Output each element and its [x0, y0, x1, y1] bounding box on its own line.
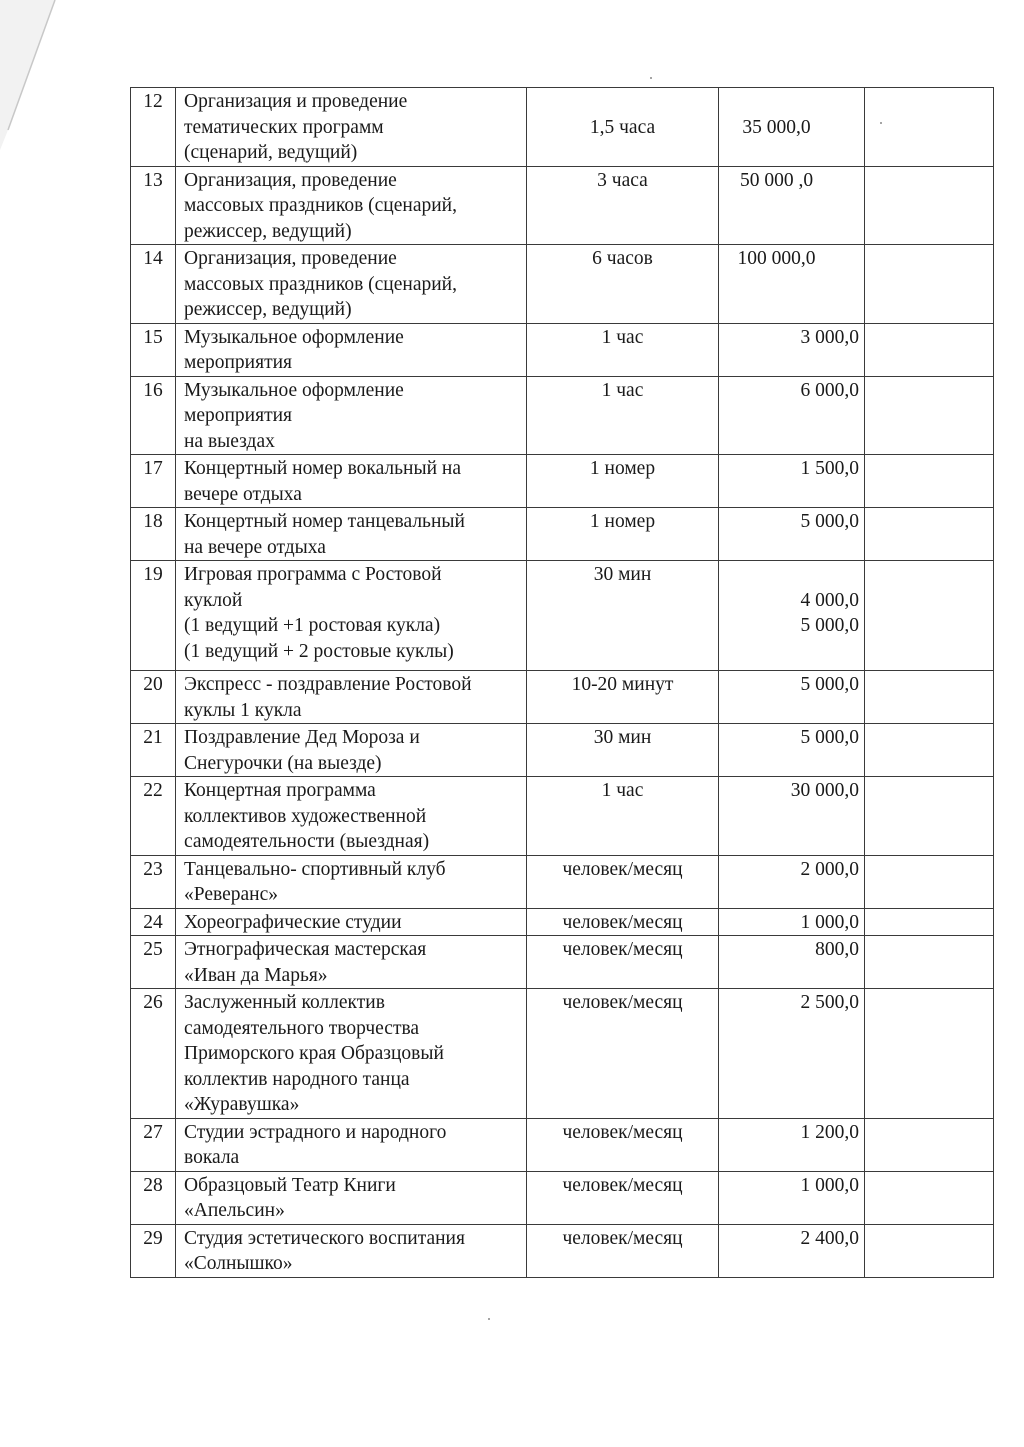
empty-cell	[865, 455, 994, 508]
row-number: 15	[131, 323, 176, 376]
scan-speck	[880, 122, 882, 124]
row-number: 24	[131, 908, 176, 936]
empty-cell	[865, 88, 994, 167]
service-unit: человек/месяц	[562, 939, 683, 960]
row-number: 14	[131, 245, 176, 324]
service-unit: 3 часа	[597, 169, 648, 191]
page-fold-shadow	[0, 0, 60, 160]
empty-cell	[865, 245, 994, 324]
service-unit: человек/месяц	[562, 1121, 683, 1143]
table-row	[131, 989, 994, 1119]
service-name: Концертная программа коллективов художественной самодеятельности (выездная)	[184, 780, 430, 852]
row-number: 25	[131, 936, 176, 989]
row-number: 17	[131, 455, 176, 508]
empty-cell	[865, 1224, 994, 1277]
service-unit: человек/месяц	[562, 858, 683, 880]
row-number: 18	[131, 508, 176, 561]
table-row	[131, 908, 994, 936]
service-name: Этнографическая мастерская «Иван да Марья»	[184, 939, 427, 986]
service-name: Концертный номер вокальный на вечере отдыха	[184, 458, 461, 505]
service-name: Организация, проведение массовых праздников (сценарий, режиссер, ведущий)	[184, 169, 457, 242]
service-unit: 1,5 часа	[589, 116, 656, 138]
empty-cell	[865, 908, 994, 936]
table-row	[131, 671, 994, 724]
service-name: Образцовый Театр Книги «Апельсин»	[184, 1174, 396, 1221]
service-name: Поздравление Дед Мороза и Снегурочки (на выезде)	[184, 727, 420, 774]
table-row	[131, 724, 994, 777]
service-price: 800,0	[815, 939, 859, 960]
service-name: Экспресс - поздравление Ростовой куклы 1 кукла	[184, 674, 472, 721]
service-price: 1 000,0	[800, 911, 859, 933]
row-number: 23	[131, 855, 176, 908]
service-price: 2 400,0	[800, 1227, 859, 1249]
row-number: 13	[131, 166, 176, 245]
service-price: 100 000,0	[737, 248, 816, 269]
service-name: Заслуженный коллектив самодеятельного творчества Приморского края Образцовый коллектив народного танца «Журавушка»	[184, 992, 444, 1115]
table-row	[131, 1118, 994, 1171]
service-unit: человек/месяц	[562, 1227, 683, 1249]
service-unit: 30 мин	[593, 564, 652, 585]
service-price: 4 000,0 5 000,0	[800, 589, 859, 636]
empty-cell	[865, 376, 994, 455]
table-row	[131, 376, 994, 455]
table-row	[131, 508, 994, 561]
service-name: Игровая программа с Ростовой куклой (1 ведущий +1 ростовая кукла) (1 ведущий + 2 ростовые куклы)	[184, 564, 454, 662]
row-number: 26	[131, 989, 176, 1119]
scan-speck	[488, 1318, 490, 1320]
service-price: 3 000,0	[800, 326, 859, 348]
empty-cell	[865, 855, 994, 908]
service-price: 1 200,0	[800, 1121, 859, 1143]
service-price: 6 000,0	[800, 379, 859, 401]
service-name: Хореографические студии	[184, 911, 402, 933]
row-number: 20	[131, 671, 176, 724]
scan-speck	[650, 77, 652, 79]
table-row	[131, 936, 994, 989]
service-name: Музыкальное оформление мероприятия	[184, 326, 404, 373]
row-number: 16	[131, 376, 176, 455]
empty-cell	[865, 671, 994, 724]
service-unit: 6 часов	[592, 248, 653, 269]
service-unit: 1 час	[601, 780, 644, 801]
table-row	[131, 323, 994, 376]
service-unit: 1 час	[601, 379, 644, 401]
empty-cell	[865, 989, 994, 1119]
service-name: Студии эстрадного и народного вокала	[184, 1121, 447, 1168]
row-number: 21	[131, 724, 176, 777]
empty-cell	[865, 1118, 994, 1171]
service-name: Музыкальное оформление мероприятия на выездах	[184, 379, 404, 452]
service-unit: 30 мин	[593, 727, 652, 748]
service-unit: человек/месяц	[562, 911, 683, 933]
row-number: 29	[131, 1224, 176, 1277]
service-unit: человек/месяц	[562, 1174, 683, 1196]
row-number: 22	[131, 777, 176, 856]
service-price: 2 000,0	[800, 858, 859, 880]
row-number: 27	[131, 1118, 176, 1171]
table-row	[131, 777, 994, 856]
service-price: 35 000,0	[742, 116, 811, 138]
empty-cell	[865, 724, 994, 777]
service-price: 1 500,0	[800, 458, 859, 479]
service-unit: 1 час	[601, 326, 644, 348]
row-number: 28	[131, 1171, 176, 1224]
row-number: 19	[131, 561, 176, 671]
table-row	[131, 455, 994, 508]
service-price: 5 000,0	[800, 511, 859, 532]
table-row	[131, 88, 994, 167]
table-row	[131, 561, 994, 671]
service-price: 2 500,0	[800, 992, 859, 1013]
table-row	[131, 166, 994, 245]
price-table	[130, 87, 994, 1278]
service-name: Концертный номер танцевальный на вечере отдыха	[184, 511, 465, 558]
empty-cell	[865, 1171, 994, 1224]
empty-cell	[865, 777, 994, 856]
table-row	[131, 1171, 994, 1224]
service-price: 5 000,0	[800, 674, 859, 695]
service-price: 5 000,0	[800, 727, 859, 748]
service-price: 1 000,0	[800, 1174, 859, 1196]
service-unit: 1 номер	[589, 511, 656, 532]
service-name: Студия эстетического воспитания «Солнышко»	[184, 1227, 465, 1274]
empty-cell	[865, 936, 994, 989]
table-row	[131, 1224, 994, 1277]
row-number: 12	[131, 88, 176, 167]
table-row	[131, 855, 994, 908]
service-name: Организация, проведение массовых праздников (сценарий, режиссер, ведущий)	[184, 248, 457, 320]
empty-cell	[865, 508, 994, 561]
service-price: 50 000 ,0	[739, 169, 814, 191]
table-row	[131, 245, 994, 324]
service-unit: человек/месяц	[562, 992, 683, 1013]
empty-cell	[865, 323, 994, 376]
service-name: Танцевально- спортивный клуб «Реверанс»	[184, 858, 446, 905]
empty-cell	[865, 561, 994, 671]
service-unit: 1 номер	[589, 458, 656, 479]
empty-cell	[865, 166, 994, 245]
service-price: 30 000,0	[790, 780, 859, 801]
service-unit: 10-20 минут	[571, 674, 674, 695]
service-name: Организация и проведение тематических программ (сценарий, ведущий)	[184, 91, 408, 163]
